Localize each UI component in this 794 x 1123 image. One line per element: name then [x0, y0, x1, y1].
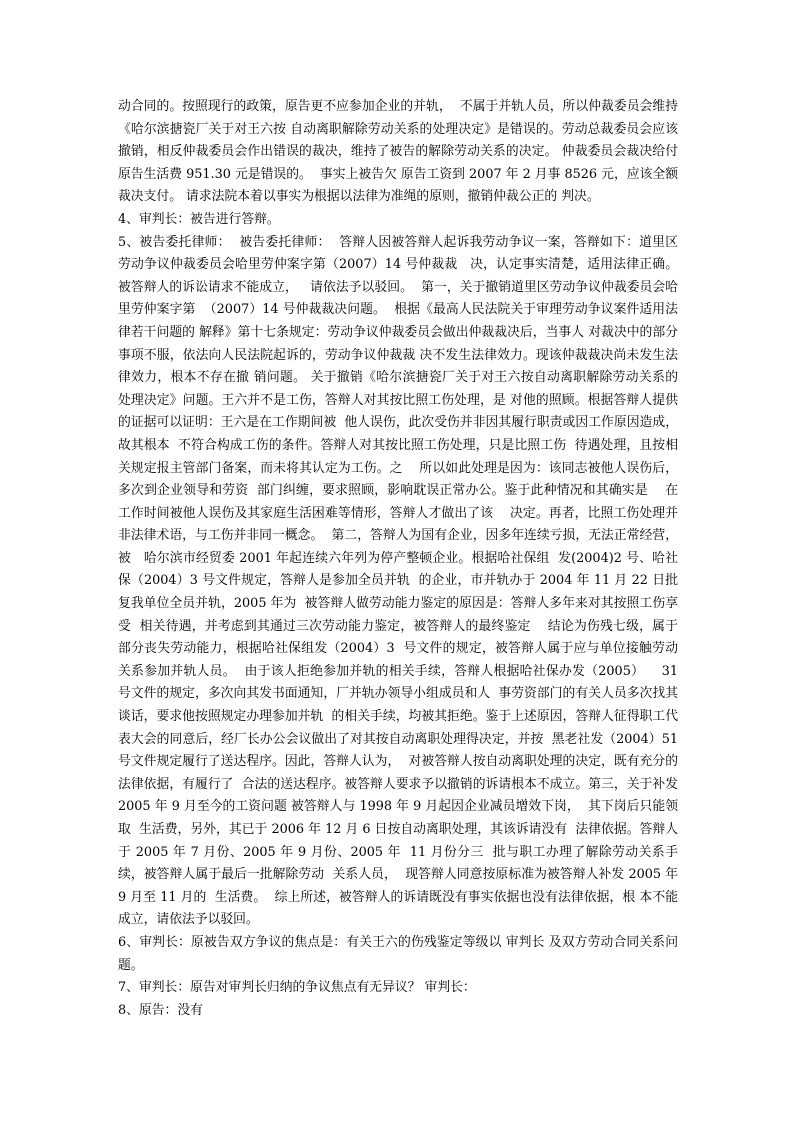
paragraph-defense-statement: 5、被告委托律师： 被告委托律师： 答辩人因被答辩人起诉我劳动争议一案，答辩如下：道里区劳动争议仲裁委员会哈里劳仲案字第（2007）14 号仲裁裁 决，认定事实清楚，适用法律正确。被答辩人的诉讼请求不能成立， 请依法予以驳回。 第一，关于撤销道里区劳动争议仲裁委员会哈里劳仲案字第 （2007）14 号仲裁裁决问题。 根据《最高人民法院关于审理劳动争议案件适用法律若干问题的 解释》第十七条规定：劳动争议仲裁委员会做出仲裁裁决后，当事人 对裁决中的部分事项不服，依法向人民法院起诉的，劳动争议仲裁裁 决不发生法律效力。现该仲裁裁决尚未发生法律效力，根本不存在撤 销问题。 关于撤销《哈尔滨搪瓷厂关于对王六按自动离职解除劳动关系的 处理决定》问题。王六并不是工伤，答辩人对其按比照工伤处理，是 对他的照顾。根据答辩人提供的证据可以证明：王六是在工作期间被 他人误伤，此次受伤并非因其履行职责或因工作原因造成，故其根本 不符合构成工伤的条件。答辩人对其按比照工伤处理，只是比照工伤 待遇处理，且按相关规定报主管部门备案，而未将其认定为工伤。之 所以如此处理是因为：该同志被他人误伤后，多次到企业领导和劳资 部门纠缠，要求照顾，影响耽误正常办公。鉴于此种情况和其确实是 在工作时间被他人误伤及其家庭生活困难等情形，答辩人才做出了该 决定。再者，比照工伤处理并非法律术语，与工伤并非同一概念。 第二，答辩人为国有企业，因多年连续亏损，无法正常经营，被 哈尔滨市经贸委 2001 年起连续六年列为停产整顿企业。根据哈社保组 发(2004)2 号、哈社保（2004）3 号文件规定，答辩人是参加全员并轨 的企业，市并轨办于 2004 年 11 月 22 日批复我单位全员并轨，2005 年为 被答辩人做劳动能力鉴定的原因是：答辩人多年来对其按照工伤享受 相关待遇，并考虑到其通过三次劳动能力鉴定，被答辩人的最终鉴定 结论为伤残七级，属于部分丧失劳动能力，根据哈社保组发（2004）3 号文件的规定，被答辩人属于应与单位接触劳动关系参加并轨人员。 由于该人拒绝参加并轨的相关手续，答辩人根据哈社保办发（2005） 31 号文件的规定，多次向其发书面通知，厂并轨办领导小组成员和人 事劳资部门的有关人员多次找其谈话，要求他按照规定办理参加并轨 的相关手续，均被其拒绝。鉴于上述原因，答辩人征得职工代表大会的同意后，经厂长办公会议做出了对其按自动离职处理得决定，并按 黑老社发（2004）51 号文件规定履行了送达程序。因此，答辩人认为， 对被答辩人按自动离职处理的决定，既有充分的法律依据，有履行了 合法的送达程序。被答辩人要求予以撤销的诉请根本不成立。第三，关于补发 2005 年 9 月至今的工资问题 被答辩人与 1998 年 9 月起因企业减员增效下岗， 其下岗后只能领取 生活费，另外，其已于 2006 年 12 月 6 日按自动离职处理，其该诉请没有 法律依据。答辩人于 2005 年 7 月份、2005 年 9 月份、2005 年 11 月份分三 批与职工办理了解除劳动关系手续，被答辩人属于最后一批解除劳动 关系人员， 现答辩人同意按原标准为被答辩人补发 2005 年 9 月至 11 月的 生活费。 综上所述，被答辩人的诉请既没有事实依据也没有法律依据，根 本不能成立，请依法予以驳回。 — [118, 234, 683, 928]
paragraph-judge-instruction: 4、审判长：被告进行答辩。 — [118, 211, 280, 227]
paragraph-judge-question: 7、审判长：原告对审判长归纳的争议焦点有无异议？ 审判长： — [118, 980, 476, 996]
paragraph-plaintiff-statement: 动合同的。按照现行的政策，原告更不应参加企业的并轨， 不属于并轨人员，所以仲裁委员会维持《哈尔滨搪瓷厂关于对王六按 自动离职解除劳动关系的处理决定》是错误的。劳动总裁委员会应该 撤销，相反仲裁委员会作出错误的裁决，维持了被告的解除劳动关系的决定。 仲裁委员会裁决给付原告生活费 951.30 元是错误的。 事实上被告欠 原告工资到 2007 年 2 月事 8526 元，应该全额裁决支付。 请求法院本着以事实为根据以法律为准绳的原则，撤销仲裁公正的 判决。 — [118, 99, 695, 205]
paragraph-plaintiff-answer: 8、原告：没有 — [118, 1002, 203, 1018]
document-page — [118, 96, 695, 1022]
paragraph-judge-summary: 6、审判长：原被告双方争议的焦点是：有关王六的伤残鉴定等级以 审判长 及双方劳动合同关系问题。 — [118, 934, 678, 973]
